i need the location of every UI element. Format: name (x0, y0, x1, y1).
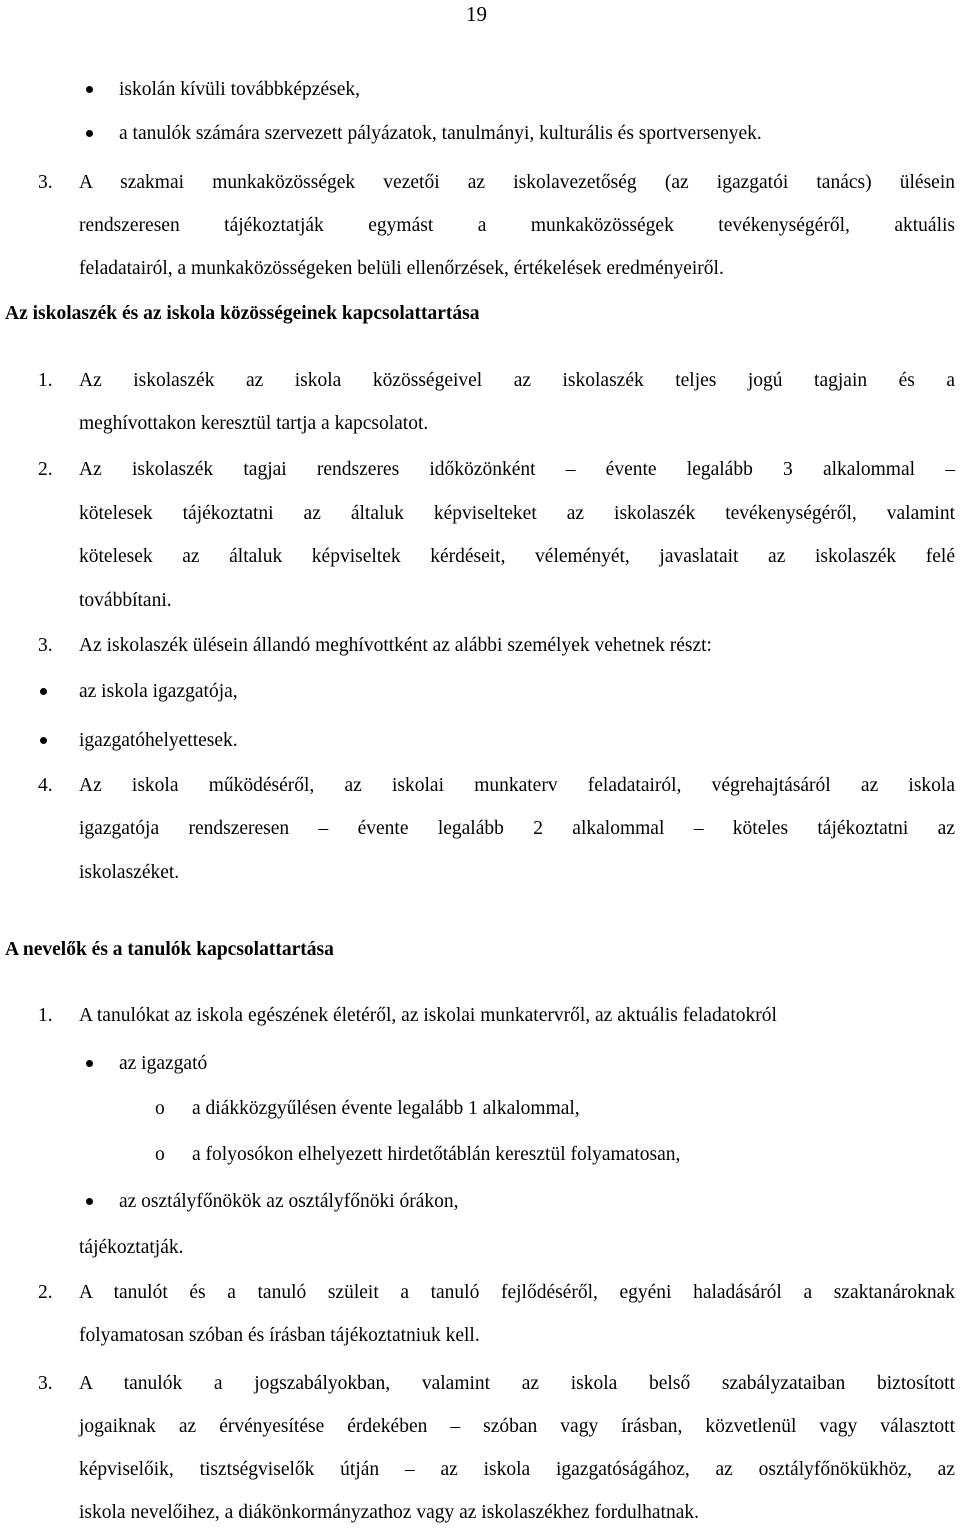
bullet-icon (86, 86, 93, 93)
paragraph-line: Az iskolaszék ülésein állandó meghívottként az alábbi személyek vehetnek részt: (79, 635, 712, 656)
bullet-text: iskolán kívüli továbbképzések, (119, 79, 360, 100)
sub-marker: o (155, 1098, 165, 1119)
paragraph-line: Az iskolaszék az iskola közösségeivel az iskolaszék teljes jogú tagjain és a (79, 370, 955, 391)
paragraph-line: A tanulót és a tanuló szüleit a tanuló fejlődéséről, egyéni haladásáról a szaktanároknak (79, 1282, 955, 1303)
list-marker: 2. (38, 459, 53, 480)
bullet-icon (86, 1060, 93, 1067)
list-marker: 1. (38, 370, 53, 391)
paragraph-line: Az iskolaszék tagjai rendszeres időközönként – évente legalább 3 alkalommal – (79, 459, 955, 480)
sub-item-text: a folyosókon elhelyezett hirdetőtáblán keresztül folyamatosan, (192, 1144, 681, 1165)
bullet-text: a tanulók számára szervezett pályázatok, tanulmányi, kulturális és sportversenyek. (119, 123, 762, 144)
bullet-icon (86, 1198, 93, 1205)
paragraph-line: iskola nevelőihez, a diákönkormányzathoz vagy az iskolaszékhez fordulhatnak. (79, 1502, 699, 1523)
list-marker: 1. (38, 1005, 53, 1026)
paragraph-line: tájékoztatják. (79, 1237, 184, 1258)
list-marker: 3. (38, 635, 53, 656)
page-number: 19 (466, 2, 487, 26)
paragraph-line: folyamatosan szóban és írásban tájékoztatniuk kell. (79, 1325, 480, 1346)
paragraph-line: igazgatója rendszeresen – évente legalább 2 alkalommal – köteles tájékoztatni az (79, 818, 955, 839)
paragraph-line: rendszeresen tájékoztatják egymást a munkaközösségek tevékenységéről, aktuális (79, 215, 955, 236)
paragraph-line: feladatairól, a munkaközösségeken belüli ellenőrzések, értékelések eredményeiről. (79, 258, 724, 279)
list-marker: 4. (38, 775, 53, 796)
bullet-icon (40, 737, 47, 744)
bullet-text: az igazgató (119, 1053, 208, 1074)
paragraph-line: Az iskola működéséről, az iskolai munkaterv feladatairól, végrehajtásáról az iskola (79, 775, 955, 796)
bullet-text: igazgatóhelyettesek. (79, 730, 238, 751)
section-heading: A nevelők és a tanulók kapcsolattartása (5, 939, 334, 960)
paragraph-line: kötelesek az általuk képviseltek kérdéseit, véleményét, javaslatait az iskolaszék felé (79, 546, 955, 567)
bullet-icon (86, 130, 93, 137)
paragraph-line: meghívottakon keresztül tartja a kapcsolatot. (79, 413, 429, 434)
paragraph-line: képviselőik, tisztségviselők útján – az iskola igazgatóságához, az osztályfőnökükhöz, az (79, 1459, 955, 1480)
list-marker: 2. (38, 1282, 53, 1303)
paragraph-line: kötelesek tájékoztatni az általuk képviselteket az iskolaszék tevékenységéről, valamint (79, 503, 955, 524)
paragraph-line: továbbítani. (79, 590, 172, 611)
paragraph-line: iskolaszéket. (79, 862, 180, 883)
section-heading: Az iskolaszék és az iskola közösségeinek kapcsolattartása (5, 303, 480, 324)
bullet-text: az osztályfőnökök az osztályfőnöki órákon, (119, 1191, 459, 1212)
paragraph-line: jogaiknak az érvényesítése érdekében – szóban vagy írásban, közvetlenül vagy választott (79, 1416, 955, 1437)
list-marker: 3. (38, 1373, 53, 1394)
sub-item-text: a diákközgyűlésen évente legalább 1 alkalommal, (192, 1098, 580, 1119)
list-marker: 3. (38, 172, 53, 193)
sub-marker: o (155, 1144, 165, 1165)
paragraph-line: A szakmai munkaközösségek vezetői az iskolavezetőség (az igazgatói tanács) ülésein (79, 172, 955, 193)
bullet-text: az iskola igazgatója, (79, 681, 238, 702)
paragraph-line: A tanulókat az iskola egészének életéről, az iskolai munkatervről, az aktuális feladatokról (79, 1005, 777, 1026)
bullet-icon (40, 688, 47, 695)
paragraph-line: A tanulók a jogszabályokban, valamint az iskola belső szabályzataiban biztosított (79, 1373, 955, 1394)
